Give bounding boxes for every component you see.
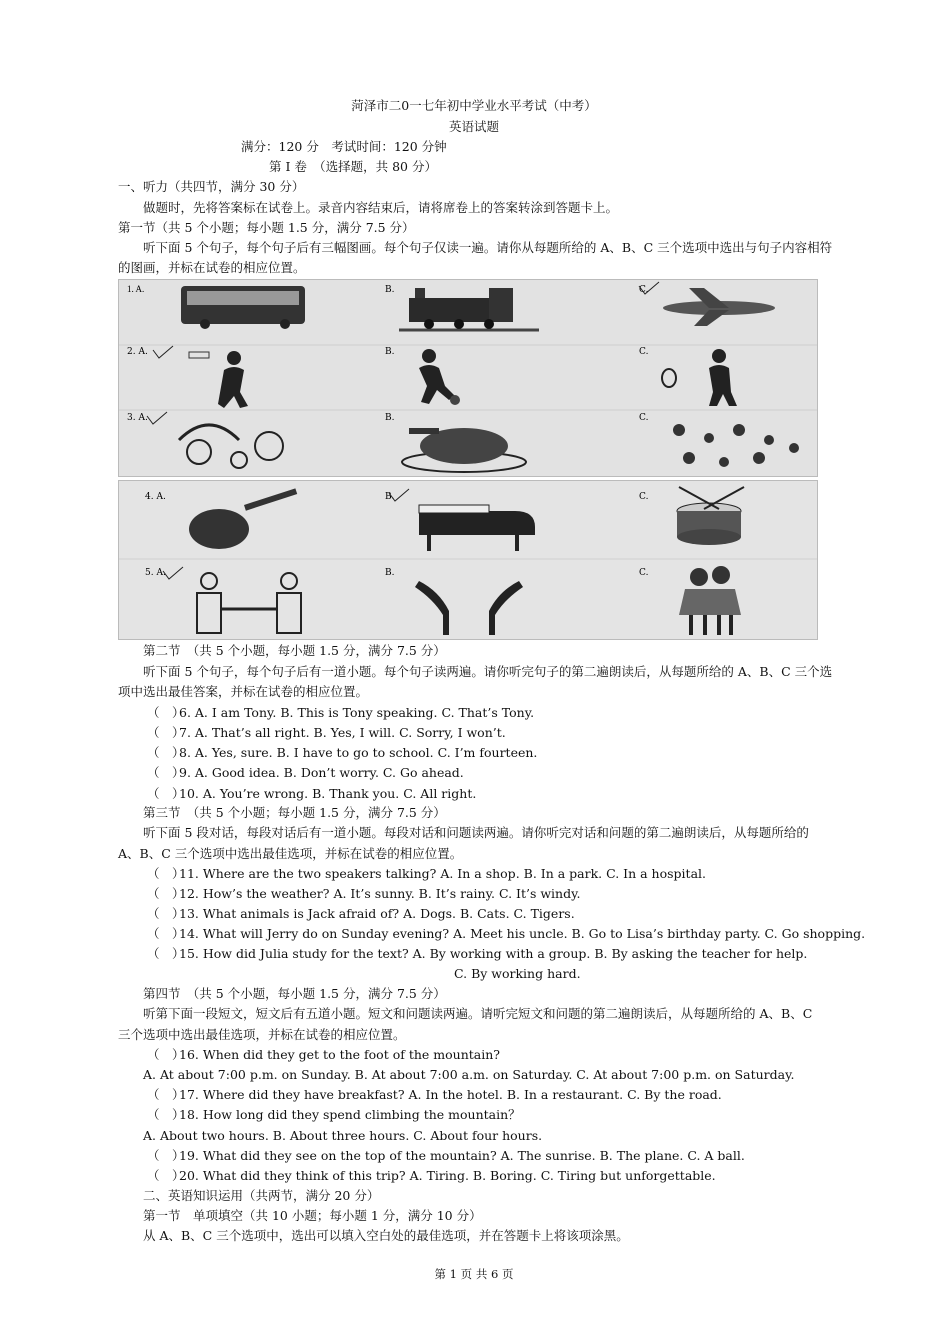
sec1-title: 第一节（共 5 个小题；每小题 1.5 分，满分 7.5 分） [118, 220, 415, 235]
sec1-desc-line2: 的图画，并标在试卷的相应位置。 [118, 260, 306, 275]
exam-meta: 满分：120 分 考试时间：120 分钟 [241, 139, 447, 154]
picture-block-2 [118, 480, 818, 640]
sec2-title: 第二节 （共 5 个小题，每小题 1.5 分，满分 7.5 分） [143, 643, 446, 658]
label-2b: B. [385, 347, 395, 357]
question-12[interactable]: （ ）12. How’s the weather? A. It’s sunny. B. It’s rainy. C. It’s windy. [147, 886, 581, 901]
part2-heading: 二、英语知识运用（共两节，满分 20 分） [143, 1188, 380, 1203]
exam-subject: 英语试题 [448, 119, 499, 134]
answer-bracket: （ ） [147, 786, 185, 801]
sec4-title: 第四节 （共 5 个小题，每小题 1.5 分，满分 7.5 分） [143, 986, 446, 1001]
label-3a: 3. A. [127, 413, 148, 423]
answer-bracket: （ ） [147, 745, 185, 760]
answer-bracket: （ ） [147, 705, 185, 720]
question-19[interactable]: （ ）19. What did they see on the top of the mountain? A. The sunrise. B. The plane. C. A ball. [147, 1148, 745, 1163]
part2-sec1-title: 第一节 单项填空（共 10 小题；每小题 1 分，满分 10 分） [143, 1208, 482, 1223]
picture-block-1-drawing [119, 280, 817, 476]
part2-sec1-desc: 从 A、B、C 三个选项中，选出可以填入空白处的最佳选项，并在答题卡上将该项涂黑。 [143, 1228, 629, 1243]
question-13[interactable]: （ ）13. What animals is Jack afraid of? A. Dogs. B. Cats. C. Tigers. [147, 906, 575, 921]
sec4-desc-line1: 听第下面一段短文，短文后有五道小题。短文和问题读两遍。请听完短文和问题的第二遍朗读后，从每题所给的 A、B、C [143, 1006, 813, 1021]
question-18[interactable]: （ ）18. How long did they spend climbing the mountain？ [147, 1107, 521, 1122]
sec2-desc-line1: 听下面 5 个句子，每个句子后有一道小题。每个句子读两遍。请你听完句子的第二遍朗读后，从每题所给的 A、B、C 三个选 [143, 664, 833, 679]
exam-title: 菏泽市二0一七年初中学业水平考试（中考） [351, 98, 597, 113]
sec3-desc-line1: 听下面 5 段对话，每段对话后有一道小题。每段对话和问题读两遍。请你听完对话和问题的第二遍朗读后，从每题所给的 [143, 825, 809, 840]
question-9[interactable]: （ ）9. A. Good idea. B. Don’t worry. C. Go ahead. [147, 765, 464, 780]
page-footer: 第 1 页 共 6 页 [434, 1267, 514, 1281]
question-17[interactable]: （ ）17. Where did they have breakfast? A. In the hotel. B. In a restaurant. C. By the road. [147, 1087, 722, 1102]
label-5b: B. [385, 568, 395, 578]
sec1-desc-line1: 听下面 5 个句子，每个句子后有三幅图画。每个句子仅读一遍。请你从每题所给的 A、B、C 三个选项中选出与句子内容相符 [143, 240, 833, 255]
label-5c: C. [639, 568, 649, 578]
part1-heading: 一、听力（共四节，满分 30 分） [118, 179, 305, 194]
question-10[interactable]: （ ）10. A. You’re wrong. B. Thank you. C. All right. [147, 786, 477, 801]
volume-title: 第 I 卷 （选择题，共 80 分） [269, 159, 437, 174]
answer-bracket: （ ） [147, 1168, 185, 1183]
label-3b: B. [385, 413, 395, 423]
answer-bracket: （ ） [147, 1047, 185, 1062]
question-15-option-c: C. By working hard. [454, 966, 581, 981]
answer-bracket: （ ） [147, 886, 185, 901]
label-4c: C. [639, 492, 649, 502]
question-18-options: A. About two hours. B. About three hours. C. About four hours. [143, 1128, 543, 1143]
question-7[interactable]: （ ）7. A. That’s all right. B. Yes, I will. C. Sorry, I won’t. [147, 725, 506, 740]
sec3-desc-line2: A、B、C 三个选项中选出最佳选项，并标在试卷的相应位置。 [118, 846, 463, 861]
question-11[interactable]: （ ）11. Where are the two speakers talking? A. In a shop. B. In a park. C. In a hospital. [147, 866, 706, 881]
question-16[interactable]: （ ）16. When did they get to the foot of the mountain? [147, 1047, 500, 1062]
bus-icon [181, 286, 305, 329]
label-3c: C. [639, 413, 649, 423]
question-14[interactable]: （ ）14. What will Jerry do on Sunday evening? A. Meet his uncle. B. Go to Lisa’s birthday party. C. Go shopping. [147, 926, 866, 941]
label-4a: 4. A. [145, 492, 166, 502]
sec4-desc-line2: 三个选项中选出最佳选项，并标在试卷的相应位置。 [118, 1027, 406, 1042]
answer-bracket: （ ） [147, 926, 185, 941]
question-15[interactable]: （ ）15. How did Julia study for the text? A. By working with a group. B. By asking the teacher for help. [147, 946, 808, 961]
answer-bracket: （ ） [147, 765, 185, 780]
sec3-title: 第三节 （共 5 个小题；每小题 1.5 分，满分 7.5 分） [143, 805, 446, 820]
picture-block-2-drawing [119, 481, 817, 639]
picture-block-1 [118, 279, 818, 477]
answer-bracket: （ ） [147, 725, 185, 740]
answer-bracket: （ ） [147, 1087, 185, 1102]
question-8[interactable]: （ ）8. A. Yes, sure. B. I have to go to school. C. I’m fourteen. [147, 745, 538, 760]
question-20[interactable]: （ ）20. What did they think of this trip? A. Tiring. B. Boring. C. Tiring but unforgettable. [147, 1168, 716, 1183]
answer-bracket: （ ） [147, 946, 185, 961]
question-6[interactable]: （ ）6. A. I am Tony. B. This is Tony speaking. C. That’s Tony. [147, 705, 535, 720]
sec2-desc-line2: 项中选出最佳答案，并标在试卷的相应位置。 [118, 684, 369, 699]
answer-bracket: （ ） [147, 1148, 185, 1163]
label-5a: 5. A. [145, 568, 166, 578]
label-1a: 1. A. [127, 284, 145, 294]
question-16-options: A. At about 7:00 p.m. on Sunday. B. At about 7:00 a.m. on Saturday. C. At about 7:00 p.m. on Saturday. [143, 1067, 795, 1082]
answer-bracket: （ ） [147, 906, 185, 921]
label-1b: B. [385, 285, 395, 295]
label-2a: 2. A. [127, 347, 148, 357]
label-1c: C. [639, 285, 649, 295]
label-2c: C. [639, 347, 649, 357]
answer-bracket: （ ） [147, 866, 185, 881]
label-4b: B. [385, 492, 395, 502]
part1-instruction: 做题时，先将答案标在试卷上。录音内容结束后，请将席卷上的答案转涂到答题卡上。 [143, 200, 619, 215]
answer-bracket: （ ） [147, 1107, 185, 1122]
